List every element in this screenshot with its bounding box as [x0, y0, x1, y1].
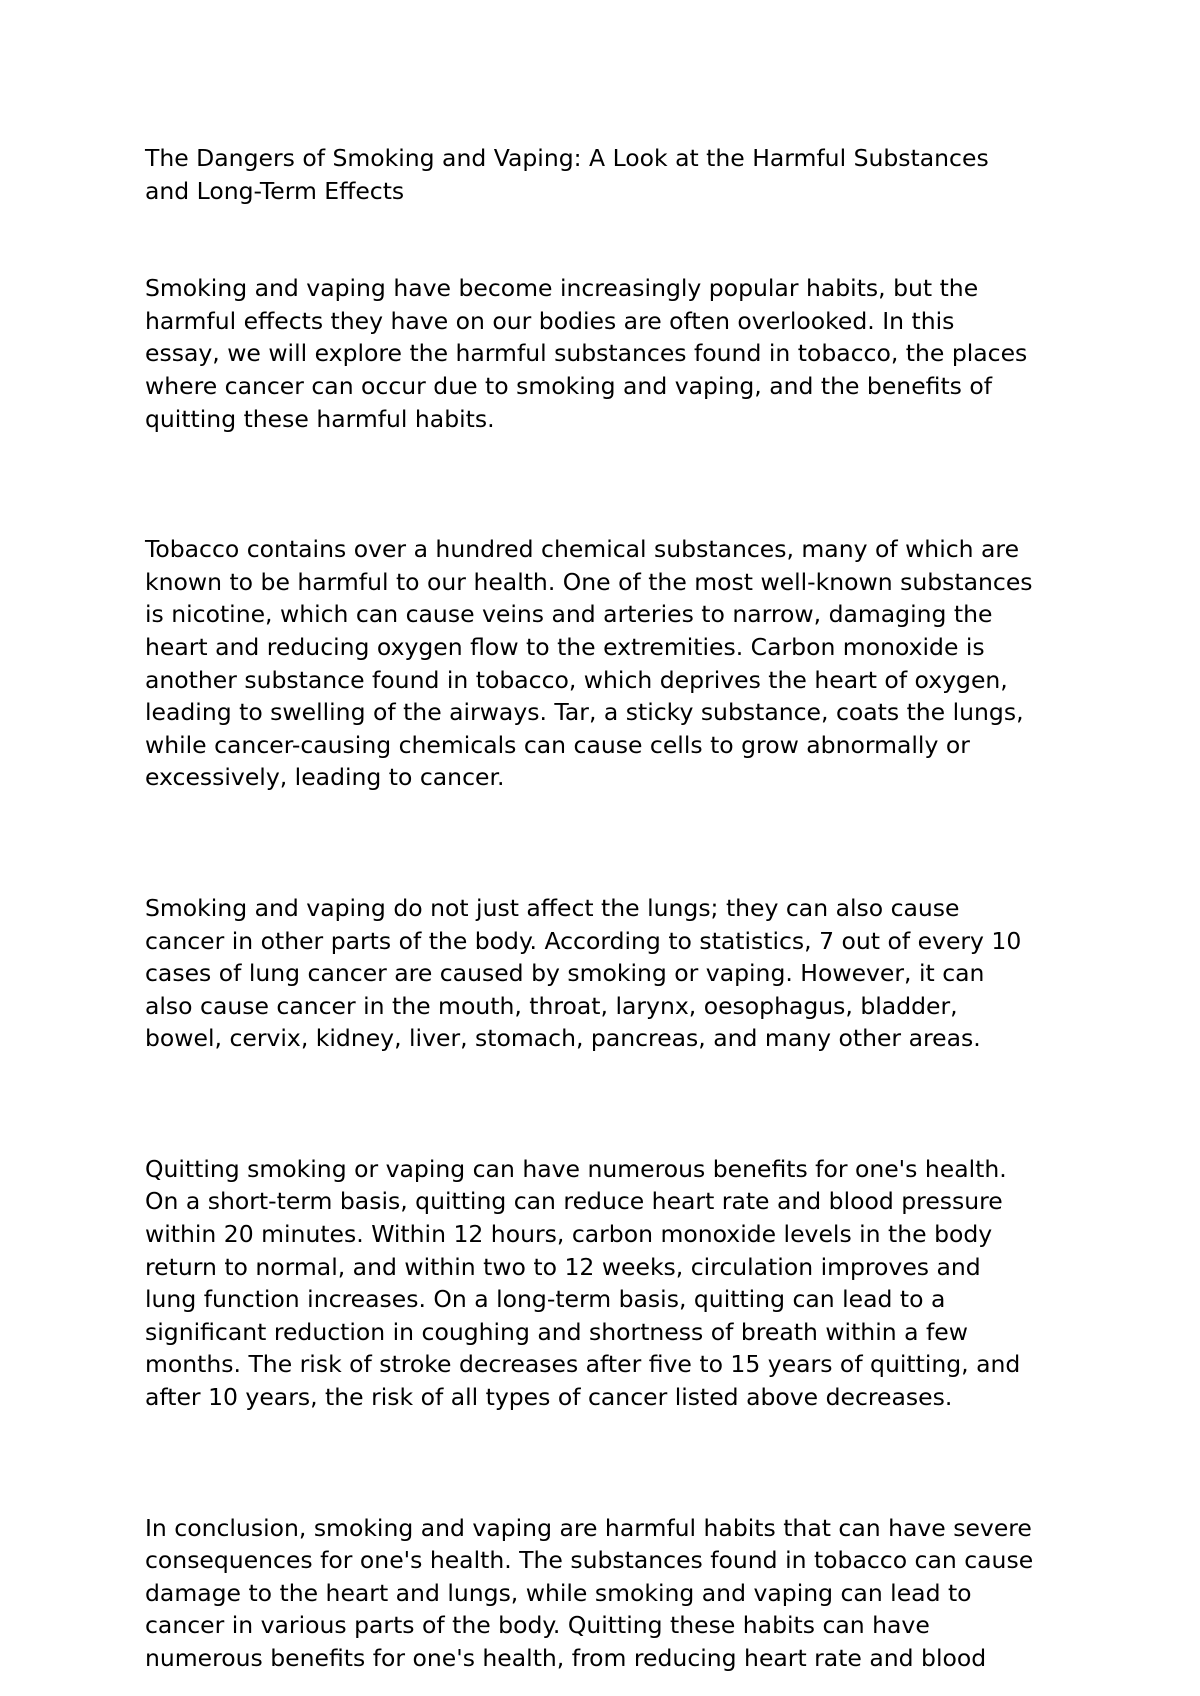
text-line: essay, we will explore the harmful substances found in tobacco, the places	[145, 339, 1028, 368]
document-title	[145, 142, 1075, 207]
title-line: The Dangers of Smoking and Vaping: A Look at the Harmful Substances	[145, 144, 989, 172]
text-line: leading to swelling of the airways. Tar, a sticky substance, coats the lungs,	[145, 698, 1024, 727]
text-line: cancer in various parts of the body. Quitting these habits can have	[145, 1611, 930, 1640]
text-line: significant reduction in coughing and shortness of breath within a few	[145, 1317, 968, 1346]
text-line: known to be harmful to our health. One of the most well-known substances	[145, 567, 1033, 596]
text-line: lung function increases. On a long-term basis, quitting can lead to a	[145, 1285, 946, 1314]
text-line: after 10 years, the risk of all types of cancer listed above decreases.	[145, 1383, 953, 1412]
text-line: months. The risk of stroke decreases after five to 15 years of quitting, and	[145, 1350, 1021, 1379]
text-line: heart and reducing oxygen flow to the extremities. Carbon monoxide is	[145, 632, 985, 661]
title-line: and Long-Term Effects	[145, 176, 405, 205]
paragraph-quitting-benefits	[145, 1153, 1075, 1414]
text-line: Tobacco contains over a hundred chemical substances, many of which are	[145, 535, 1020, 564]
text-line: On a short-term basis, quitting can reduce heart rate and blood pressure	[145, 1187, 1003, 1216]
paragraph-harmful-substances	[145, 533, 1075, 794]
paragraph-introduction	[145, 272, 1075, 435]
text-line: also cause cancer in the mouth, throat, larynx, oesophagus, bladder,	[145, 991, 958, 1020]
text-line: within 20 minutes. Within 12 hours, carbon monoxide levels in the body	[145, 1220, 993, 1249]
text-line: harmful effects they have on our bodies are often overlooked. In this	[145, 306, 955, 335]
text-line: consequences for one's health. The substances found in tobacco can cause	[145, 1546, 1034, 1575]
text-line: cases of lung cancer are caused by smoking or vaping. However, it can	[145, 959, 985, 988]
text-line: bowel, cervix, kidney, liver, stomach, pancreas, and many other areas.	[145, 1024, 981, 1053]
text-line: Quitting smoking or vaping can have numerous benefits for one's health.	[145, 1154, 1007, 1183]
text-line: quitting these harmful habits.	[145, 404, 495, 433]
text-line: cancer in other parts of the body. According to statistics, 7 out of every 10	[145, 926, 1022, 955]
text-line: while cancer-causing chemicals can cause cells to grow abnormally or	[145, 730, 970, 759]
text-line: return to normal, and within two to 12 weeks, circulation improves and	[145, 1252, 981, 1281]
paragraph-cancer-sites	[145, 892, 1075, 1055]
text-line: In conclusion, smoking and vaping are harmful habits that can have severe	[145, 1513, 1032, 1542]
paragraph-conclusion	[145, 1512, 1075, 1675]
text-line: excessively, leading to cancer.	[145, 763, 505, 792]
text-line: Smoking and vaping do not just affect the lungs; they can also cause	[145, 893, 960, 922]
document-body	[145, 142, 1075, 1675]
text-line: numerous benefits for one's health, from reducing heart rate and blood	[145, 1644, 987, 1672]
text-line: Smoking and vaping have become increasingly popular habits, but the	[145, 274, 979, 303]
text-line: another substance found in tobacco, which deprives the heart of oxygen,	[145, 665, 1008, 694]
text-line: damage to the heart and lungs, while smoking and vaping can lead to	[145, 1578, 972, 1607]
text-line: where cancer can occur due to smoking and vaping, and the benefits of	[145, 371, 993, 400]
text-line: is nicotine, which can cause veins and arteries to narrow, damaging the	[145, 600, 993, 629]
